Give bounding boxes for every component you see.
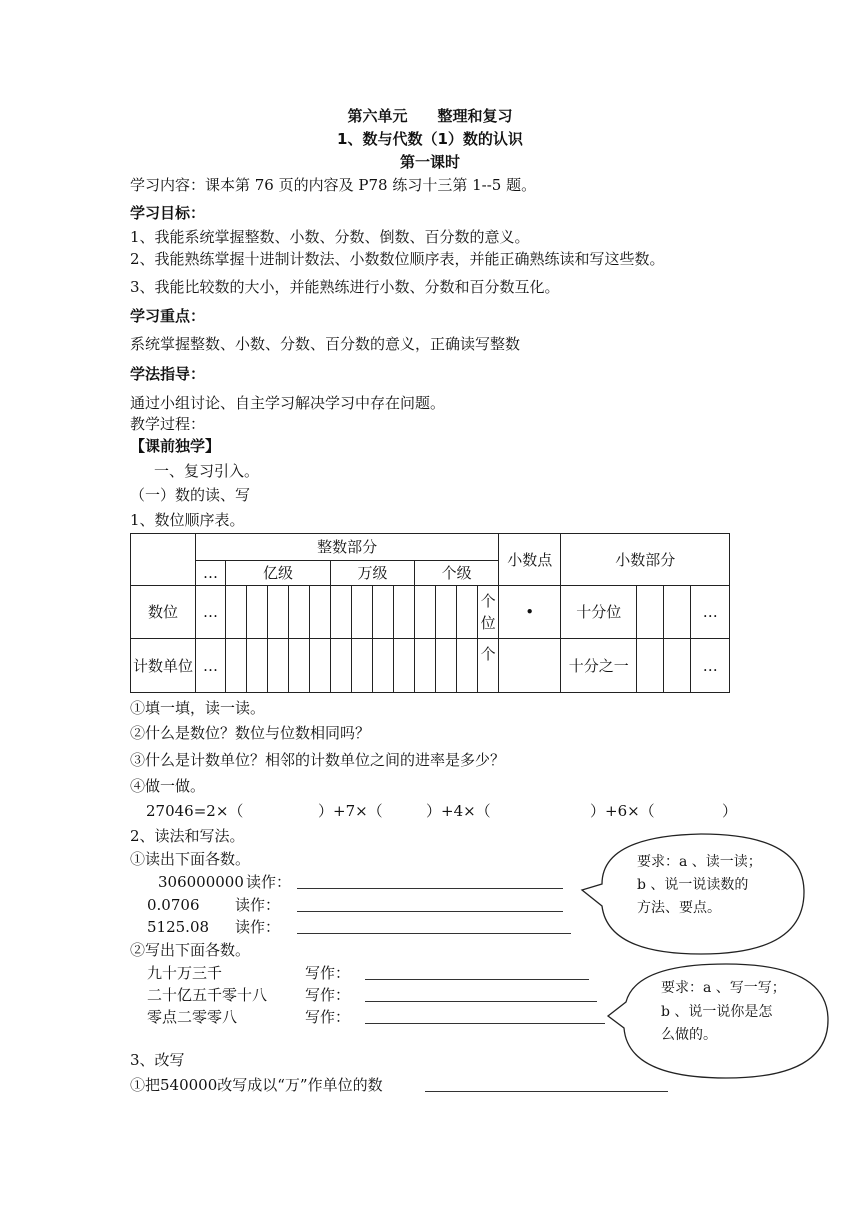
blank-cell[interactable] <box>247 639 268 693</box>
blank-cell[interactable] <box>415 639 436 693</box>
tenths-unit-cell: 十分之一 <box>561 639 637 693</box>
bubble-write-line: b 、说一说你是怎 <box>661 1004 773 1020</box>
read-label: 读作： <box>235 896 281 914</box>
bubble-write-line: 要求：a 、写一写； <box>661 980 786 996</box>
blank-cell[interactable] <box>247 586 268 639</box>
bubble-read-line: 方法、要点。 <box>637 900 721 916</box>
row-label-place: 数位 <box>131 586 196 639</box>
goal-item: 3、我能比较数的大小，并能熟练进行小数、分数和百分数互化。 <box>130 278 560 296</box>
read-label: 读作： <box>235 918 281 936</box>
blank-cell[interactable] <box>310 586 331 639</box>
bubble-read-line: b 、说一说读数的 <box>637 877 749 893</box>
blank-cell[interactable] <box>457 639 478 693</box>
blank-cell[interactable] <box>457 586 478 639</box>
integer-part-header: 整数部分 <box>196 534 499 561</box>
bubble-write-line: 么做的。 <box>661 1027 717 1043</box>
blank-cell[interactable] <box>436 586 457 639</box>
blank-cell[interactable] <box>436 639 457 693</box>
blank-cell[interactable] <box>226 586 247 639</box>
answer-line[interactable] <box>365 965 589 980</box>
answer-line[interactable] <box>297 897 563 912</box>
equation-part: ）+6×（ <box>590 802 655 820</box>
review-heading: 一、复习引入。 <box>154 462 260 480</box>
ones-unit-cell: 个 <box>478 639 499 693</box>
focus-heading: 学习重点： <box>130 307 206 325</box>
blank-cell[interactable] <box>499 639 561 693</box>
write-words: 九十万三千 <box>147 964 223 982</box>
decimal-point-header: 小数点 <box>499 534 561 586</box>
ellipsis: … <box>691 639 730 693</box>
blank-cell[interactable] <box>415 586 436 639</box>
decimal-dot: • <box>499 586 561 639</box>
study-content: 学习内容：课本第 76 页的内容及 P78 练习十三第 1--5 题。 <box>130 176 537 194</box>
rewrite-heading: 3、改写 <box>130 1051 185 1069</box>
yi-level: 亿级 <box>226 561 331 586</box>
blank-cell[interactable] <box>352 586 373 639</box>
blank-cell[interactable] <box>268 639 289 693</box>
goal-item: 2、我能熟练掌握十进制计数法、小数数位顺序表，并能正确熟练读和写这些数。 <box>130 250 665 268</box>
answer-line[interactable] <box>297 874 563 889</box>
question-2: ②什么是数位？数位与位数相同吗？ <box>130 724 371 742</box>
answer-line[interactable] <box>365 1009 605 1024</box>
read-number: 5125.08 <box>147 918 210 936</box>
process-label: 教学过程： <box>130 415 206 433</box>
blank-cell[interactable] <box>664 639 691 693</box>
equation-end: ） <box>722 802 738 820</box>
blank-cell[interactable] <box>373 639 394 693</box>
write-words: 二十亿五千零十八 <box>147 986 268 1004</box>
answer-line[interactable] <box>425 1077 668 1092</box>
blank-cell[interactable] <box>331 639 352 693</box>
bubble-read-line: 要求：a 、读一读； <box>637 854 762 870</box>
goal-item: 1、我能系统掌握整数、小数、分数、倒数、百分数的意义。 <box>130 228 530 246</box>
ellipsis: … <box>196 586 226 639</box>
question-1: ①填一填，读一读。 <box>130 699 266 717</box>
read-heading: ①读出下面各数。 <box>130 850 251 868</box>
question-3: ③什么是计数单位？相邻的计数单位之间的进率是多少？ <box>130 751 506 769</box>
tenths-place-cell: 十分位 <box>561 586 637 639</box>
focus-text: 系统掌握整数、小数、分数、百分数的意义，正确读写整数 <box>130 335 521 353</box>
lesson-title: 1、数与代数（1）数的认识 <box>337 130 523 148</box>
blank-cell[interactable] <box>289 639 310 693</box>
wan-level: 万级 <box>331 561 415 586</box>
blank-cell[interactable] <box>373 586 394 639</box>
decimal-part-header: 小数部分 <box>561 534 730 586</box>
blank-cell[interactable] <box>331 586 352 639</box>
rewrite-item-1: ①把540000改写成以“万”作单位的数 <box>130 1076 383 1094</box>
read-number: 0.0706 <box>147 896 200 914</box>
equation-part: ）+4×（ <box>426 802 491 820</box>
table-corner <box>131 534 196 586</box>
answer-line[interactable] <box>365 987 597 1002</box>
ellipsis: … <box>196 639 226 693</box>
goals-heading: 学习目标： <box>130 204 206 222</box>
answer-line[interactable] <box>297 919 571 934</box>
ones-place-cell: 个位 <box>478 586 499 639</box>
blank-cell[interactable] <box>268 586 289 639</box>
read-label: 读作： <box>246 873 292 891</box>
equation-part: ）+7×（ <box>318 802 383 820</box>
unit-title: 第六单元 整理和复习 <box>347 107 513 125</box>
prestudy-heading: 【课前独学】 <box>130 437 221 455</box>
period-title: 第一课时 <box>399 153 460 171</box>
blank-cell[interactable] <box>664 586 691 639</box>
blank-cell[interactable] <box>394 586 415 639</box>
blank-cell[interactable] <box>394 639 415 693</box>
read-number: 306000000 <box>158 873 244 891</box>
blank-cell[interactable] <box>226 639 247 693</box>
blank-cell[interactable] <box>310 639 331 693</box>
row-label-unit: 计数单位 <box>131 639 196 693</box>
blank-cell[interactable] <box>289 586 310 639</box>
table-title: 1、数位顺序表。 <box>130 511 245 529</box>
ellipsis: … <box>691 586 730 639</box>
read-write-heading: 2、读法和写法。 <box>130 827 245 845</box>
equation-start: 27046=2×（ <box>146 802 244 820</box>
write-words: 零点二零零八 <box>147 1008 238 1026</box>
blank-cell[interactable] <box>352 639 373 693</box>
write-label: 写作： <box>305 986 351 1004</box>
blank-cell[interactable] <box>637 639 664 693</box>
ge-level: 个级 <box>415 561 499 586</box>
place-value-table <box>130 533 730 693</box>
write-label: 写作： <box>305 1008 351 1026</box>
question-4: ④做一做。 <box>130 777 206 795</box>
write-heading: ②写出下面各数。 <box>130 941 251 959</box>
ellipsis: … <box>196 561 226 586</box>
blank-cell[interactable] <box>637 586 664 639</box>
method-heading: 学法指导： <box>130 365 206 383</box>
method-text: 通过小组讨论、自主学习解决学习中存在问题。 <box>130 394 446 412</box>
section-read-write: （一）数的读、写 <box>130 486 251 504</box>
write-label: 写作： <box>305 964 351 982</box>
